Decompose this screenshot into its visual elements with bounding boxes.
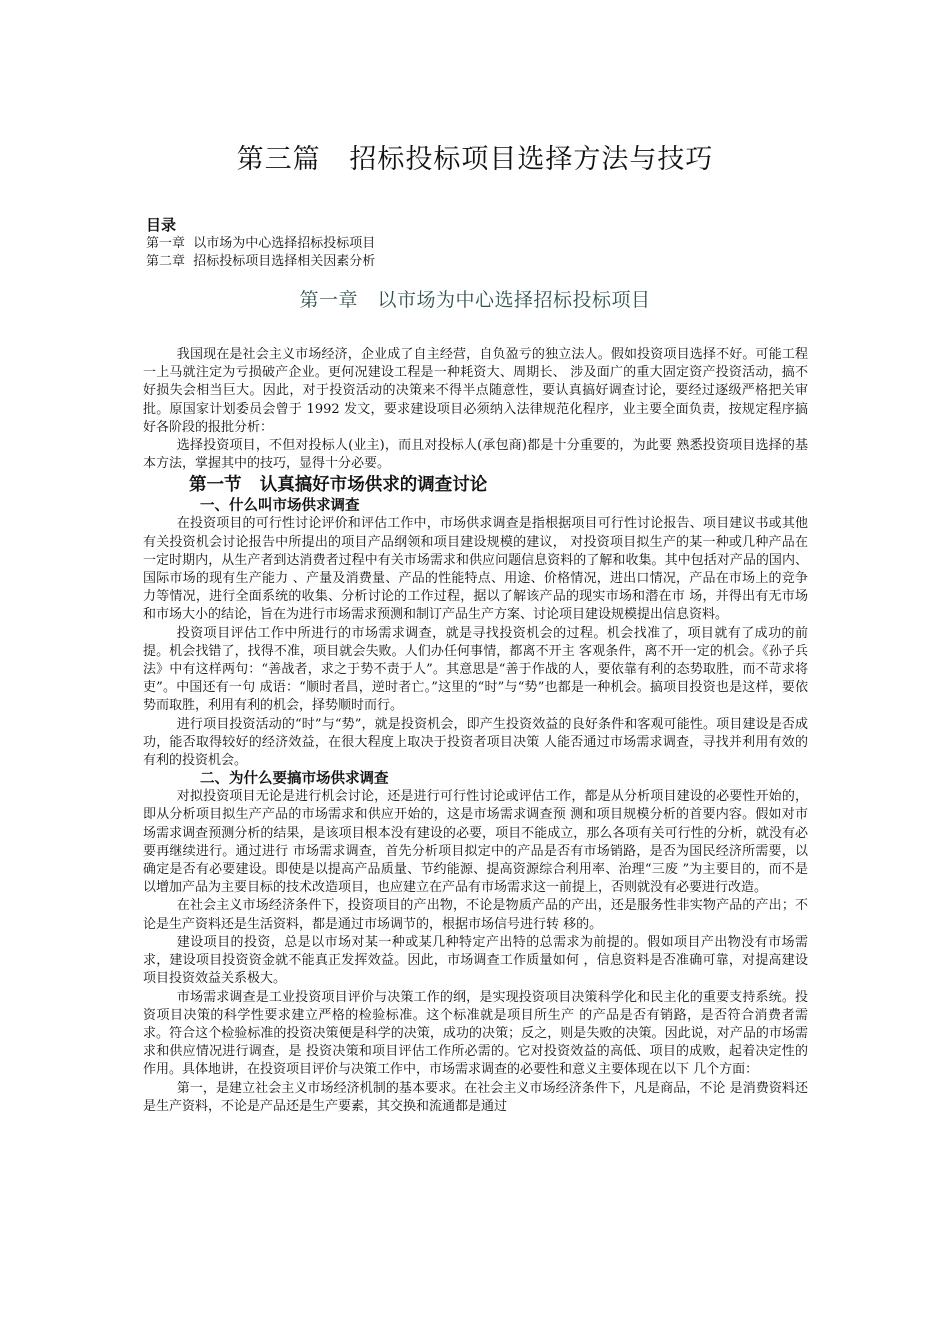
- paragraph: 市场需求调查是工业投资项目评价与决策工作的纲，是实现投资项目决策科学化和民主化的重要支持系统。投资项目决策的科学性要求建立严格的检验标准。这个标准就是项目所生产 的产品是否有销路，是否符合消费者需求。符合这个检验标准的投资决策便是科学的决策，成功的决策；反之，则是失败的决策。因此说，对产品的市场需求和供应情况进行调查，是 投资决策和项目评估工作所必需的。它对投资效益的高低、项目的成败，起着决定性的作用。具体地讲，在投资项目评价与决策工作中，市场需求调查的必要性和意义主要体现在以下 几个方面：: [143, 989, 808, 1078]
- toc-heading: 目录: [146, 216, 177, 234]
- page-title: 第三篇 招标投标项目选择方法与技巧: [236, 144, 714, 175]
- paragraph: 选择投资项目，不但对投标人(业主)，而且对投标人(承包商)都是十分重要的，为此要 熟悉投资项目选择的基本方法，掌握其中的技巧，显得十分必要。: [143, 438, 808, 472]
- paragraph: 进行项目投资活动的“时”与“势”，就是投资机会，即产生投资效益的良好条件和客观可能性。项目建设是否成功，能否取得较好的经济效益，在很大程度上取决于投资者项目决策 人能否通过市场需求调查，寻找并利用有效的有利的投资机会。: [143, 716, 808, 769]
- toc-item[interactable]: 第一章 以市场为中心选择招标投标项目: [146, 236, 376, 251]
- paragraph: 我国现在是社会主义市场经济，企业成了自主经营，自负盈亏的独立法人。假如投资项目选择不好。可能工程一上马就注定为亏损破产企业。更何况建设工程是一种耗资大、周期长、 涉及面广的重大固定资产投资活动，搞不好损失会相当巨大。因此，对于投资活动的决策来不得半点随意性，要认真搞好调查讨论，要经过逐级严格把关审批。原国家计划委员会曾于 1992 发文，要求建设项目必须纳入法律规范化程序，业主要全面负责，按规定程序搞好各阶段的报批分析：: [143, 347, 808, 435]
- subsection-title: 二、为什么要搞市场供求调查: [200, 771, 389, 788]
- subsection-title: 一、什么叫市场供求调查: [200, 498, 360, 515]
- paragraph: 在社会主义市场经济条件下，投资项目的产出物，不论是物质产品的产出，还是服务性非实物产品的产出；不论是生产资料还是生活资料，都是通过市场调节的，根据市场信号进行转 移的。: [143, 898, 808, 932]
- paragraph: 在投资项目的可行性讨论评价和评估工作中，市场供求调查是指根据项目可行性讨论报告、项目建议书或其他有关投资机会讨论报告中所提出的项目产品纲领和项目建设规模的建议， 对投资项目拟生产的某一种或几种产品在一定时期内，从生产者到达消费者过程中有关市场需求和供应问题信息资料的了解和收集。其中包括对产品的国内、国际市场的现有生产能力 、产量及消费量、产品的性能特点、用途、价格情况，进出口情况，产品在市场上的竞争力等情况，进行全面系统的收集、分析讨论的工作过程，据以了解该产品的现实市场和潜在市 场，并得出有无市场和市场大小的结论，旨在为进行市场需求预测和制订产品生产方案、讨论项目建设规模提出信息资料。: [143, 516, 808, 623]
- toc-item[interactable]: 第二章 招标投标项目选择相关因素分析: [146, 254, 376, 269]
- table-of-contents: [146, 215, 806, 271]
- paragraph: 建设项目的投资，总是以市场对某一种或某几种特定产出特的总需求为前提的。假如项目产出物没有市场需求，建设项目投资资金就不能真正发挥效益。因此，市场调查工作质量如何 ，信息资料是否准确可靠，对提高建设项目投资效益关系极大。: [143, 934, 808, 987]
- document-body: [143, 346, 808, 1116]
- paragraph: 第一，是建立社会主义市场经济机制的基本要求。在社会主义市场经济条件下，凡是商品，不论 是消费资料还是生产资料，不论是产品还是生产要素，其交换和流通都是通过: [143, 1080, 808, 1114]
- paragraph: 对拟投资项目无论是进行机会讨论，还是进行可行性讨论或评估工作，都是从分析项目建设的必要性开始的，即从分析项目拟生产产品的市场需求和供应开始的，这是市场需求调查预 测和项目规模分析的首要内容。假如对市场需求调查预测分析的结果，是该项目根本没有建设的必要，项目不能成立，那么各项有关可行性的分析，就没有必要再继续进行。通过进行 市场需求调查，首先分析项目拟定中的产品是否有市场销路，是否为国民经济所需要，以确定是否有必要建设。即使是以提高产品质量、节约能源、提高资源综合利用率、治理“三废 ”为主要目的，而不是以增加产品为主要目标的技术改造项目，也应建立在产品有市场需求这一前提上，否则就没有必要进行改造。: [143, 789, 808, 896]
- chapter-title: 第一章 以市场为中心选择招标投标项目: [299, 289, 651, 311]
- paragraph: 投资项目评估工作中所进行的市场需求调查，就是寻找投资机会的过程。机会找准了，项目就有了成功的前提。机会找错了，找得不准，项目就会失败。人们办任何事情，都离不开主 客观条件，离不开一定的机会。《孙子兵法》中有这样两句：“善战者，求之于势不责于人”。其意思是“善于作战的人，要依靠有利的态势取胜，而不苛求将吏”。中国还有一句 成语：“顺时者昌，逆时者亡。”这里的“时”与“势”也都是一种机会。搞项目投资也是这样，要依势而取胜，利用有利的机会，择势顺时而行。: [143, 625, 808, 714]
- section-title: 第一节 认真搞好市场供求的调查讨论: [189, 475, 488, 496]
